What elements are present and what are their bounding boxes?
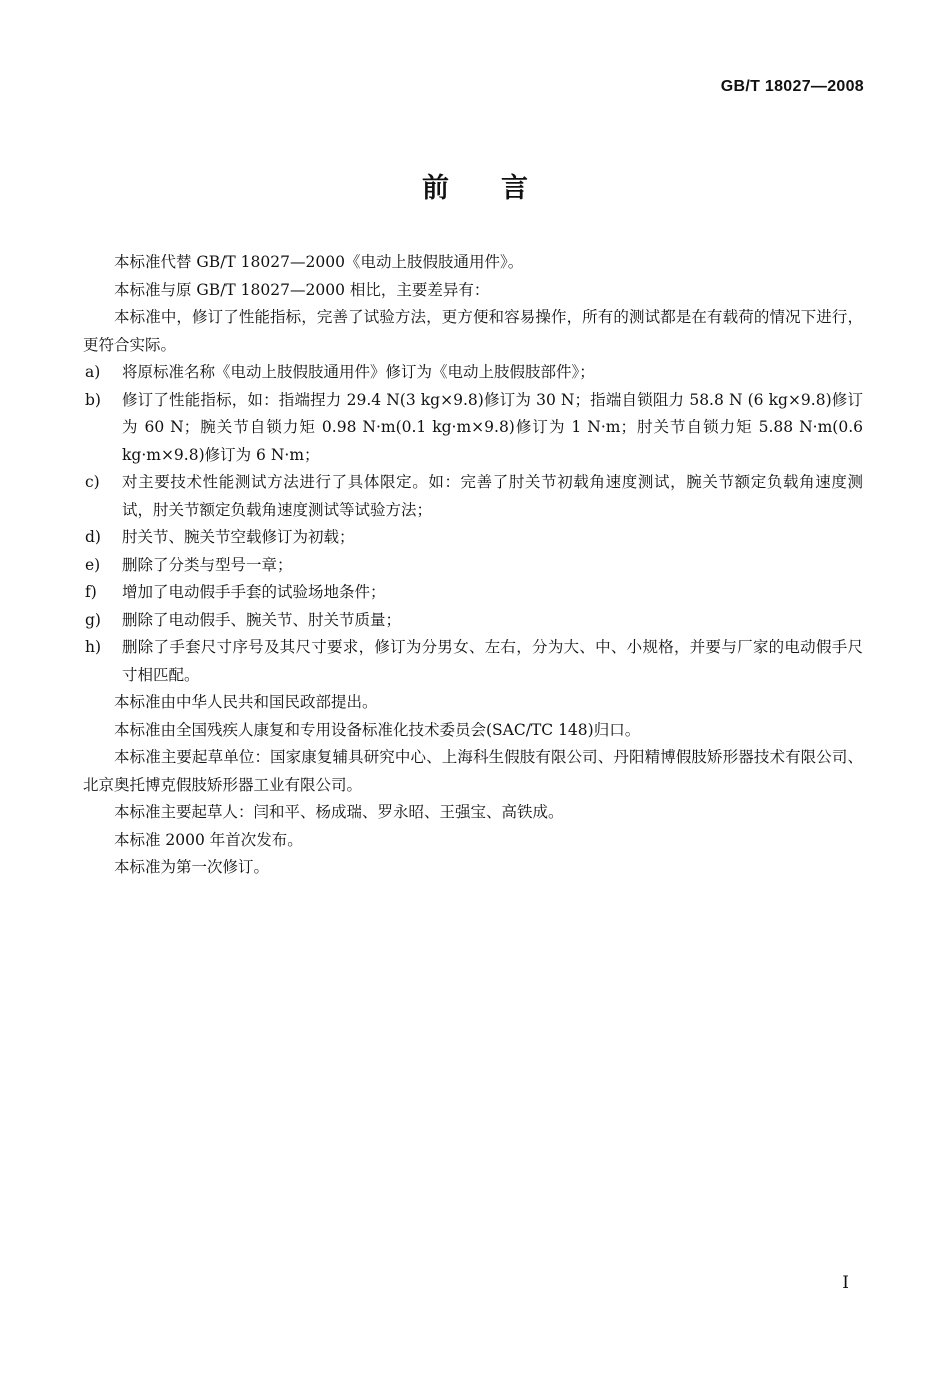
page-number: I bbox=[842, 1273, 849, 1293]
list-item bbox=[83, 359, 863, 387]
list-item bbox=[83, 469, 863, 524]
list-item-label: h) bbox=[85, 638, 102, 656]
list-item-label: e) bbox=[85, 555, 101, 574]
list-item-label: c) bbox=[85, 473, 100, 491]
list-item-label: f) bbox=[85, 583, 97, 601]
paragraph: 本标准 2000 年首次发布。 bbox=[114, 830, 303, 849]
list-item-text: 肘关节、腕关节空载修订为初载； bbox=[122, 528, 355, 546]
list-item bbox=[83, 607, 863, 635]
list-item-label: a) bbox=[85, 363, 101, 381]
paragraph: 本标准由中华人民共和国民政部提出。 bbox=[114, 693, 378, 711]
list-item-text: 删除了电动假手、腕关节、肘关节质量； bbox=[122, 610, 402, 629]
list-item-text: 将原标准名称《电动上肢假肢通用件》修订为《电动上肢假肢部件》； bbox=[122, 363, 595, 381]
list-item bbox=[83, 579, 863, 607]
list-item-text: 修订了性能指标，如：指端捏力 29.4 N(3 kg×9.8)修订为 30 N；指端自锁阻力 58.8 N (6 kg×9.8)修订为 60 N；腕关节自锁力矩 0.98 N·m(0.1 kg·m×9.8)修订为 1 N·m；肘关节自锁力矩 5.88 N·m(0.6 kg·m×9.8)修订为 6 N·m； bbox=[122, 390, 863, 464]
list-item bbox=[83, 387, 863, 470]
paragraph: 本标准与原 GB/T 18027—2000 相比，主要差异有： bbox=[114, 280, 490, 299]
document-body bbox=[83, 249, 863, 882]
list-item bbox=[83, 634, 863, 689]
paragraph: 本标准中，修订了性能指标，完善了试验方法，更方便和容易操作，所有的测试都是在有载荷的情况下进行，更符合实际。 bbox=[83, 308, 863, 354]
list-item-text: 对主要技术性能测试方法进行了具体限定。如：完善了肘关节初载角速度测试，腕关节额定负载角速度测试，肘关节额定负载角速度测试等试验方法； bbox=[122, 473, 863, 519]
paragraph: 本标准主要起草单位：国家康复辅具研究中心、上海科生假肢有限公司、丹阳精博假肢矫形器技术有限公司、北京奥托博克假肢矫形器工业有限公司。 bbox=[83, 748, 863, 794]
list-item-label: b) bbox=[85, 390, 101, 409]
list-item-label: g) bbox=[85, 610, 101, 629]
list-item bbox=[83, 552, 863, 580]
paragraph: 本标准由全国残疾人康复和专用设备标准化技术委员会(SAC/TC 148)归口。 bbox=[114, 720, 641, 739]
list-item bbox=[83, 524, 863, 552]
paragraph: 本标准代替 GB/T 18027—2000《电动上肢假肢通用件》。 bbox=[114, 253, 524, 271]
paragraph: 本标准主要起草人：闫和平、杨成瑞、罗永昭、王强宝、高铁成。 bbox=[114, 803, 564, 821]
list-item-label: d) bbox=[85, 528, 101, 546]
list-item-text: 删除了分类与型号一章； bbox=[122, 555, 293, 574]
page-title: 前言 bbox=[422, 173, 580, 204]
standard-code: GB/T 18027—2008 bbox=[720, 78, 864, 95]
list-item-text: 增加了电动假手手套的试验场地条件； bbox=[122, 583, 386, 601]
paragraph: 本标准为第一次修订。 bbox=[114, 858, 270, 876]
list-item-text: 删除了手套尺寸序号及其尺寸要求，修订为分男女、左右，分为大、中、小规格，并要与厂家的电动假手尺寸相匹配。 bbox=[122, 638, 863, 684]
